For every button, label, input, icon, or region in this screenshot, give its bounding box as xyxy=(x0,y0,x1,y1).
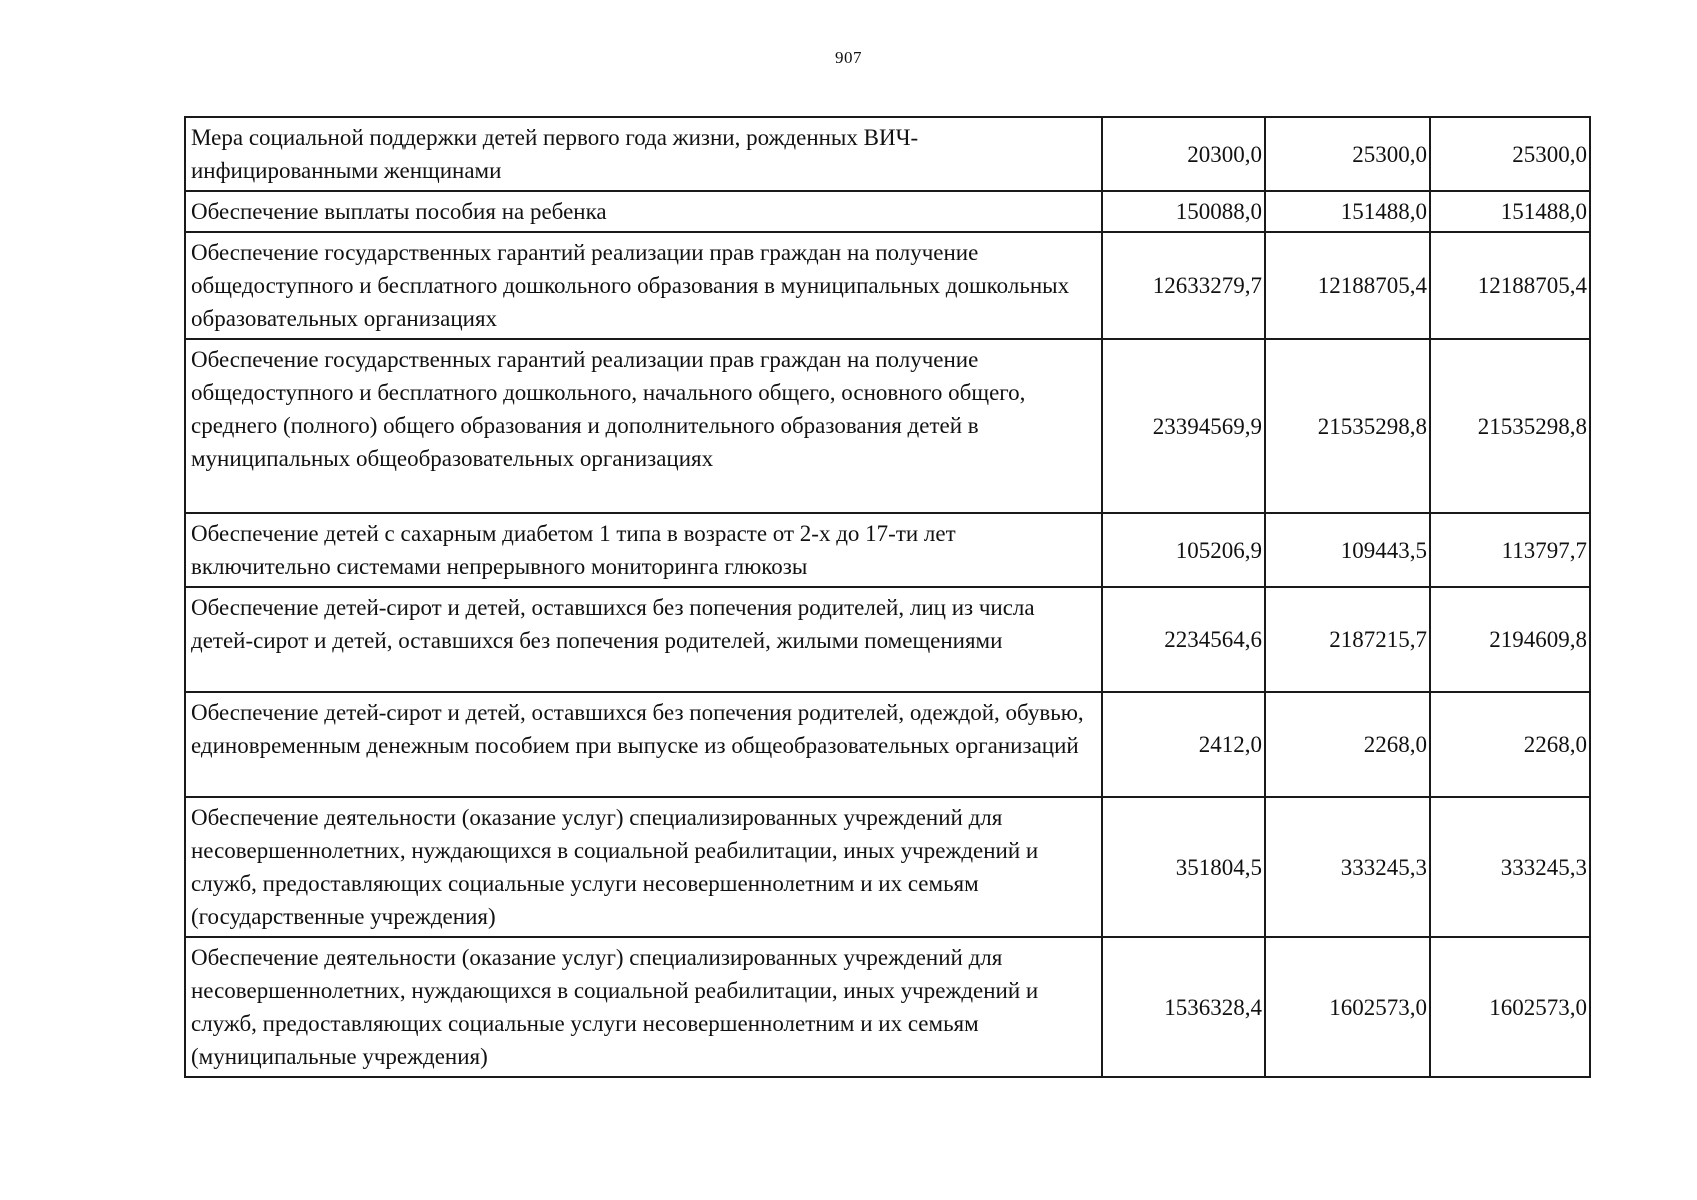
row-description: Обеспечение деятельности (оказание услуг) специализированных учреждений для несовершеннолетних, нуждающихся в социальной реабилитации, иных учреждений и служб, предоставляющих социальные услуги несовершеннолетним и их семьям (государственные учреждения) xyxy=(185,797,1102,937)
page-number: 907 xyxy=(835,48,862,67)
row-description: Обеспечение детей с сахарным диабетом 1 типа в возрасте от 2-х до 17-ти лет включительно системами непрерывного мониторинга глюкозы xyxy=(185,513,1102,587)
row-value-2: 1602573,0 xyxy=(1265,937,1430,1077)
row-value-3: 151488,0 xyxy=(1430,191,1590,232)
row-value-3: 25300,0 xyxy=(1430,117,1590,191)
table-row xyxy=(185,692,1590,797)
row-description: Обеспечение государственных гарантий реализации прав граждан на получение общедоступного и бесплатного дошкольного, начального общего, основного общего, среднего (полного) общего образования и дополнительного образования детей в муниципальных общеобразовательных организациях xyxy=(185,339,1102,513)
row-description: Обеспечение детей-сирот и детей, оставшихся без попечения родителей, одеждой, обувью, единовременным денежным пособием при выпуске из общеобразовательных организаций xyxy=(185,692,1102,797)
table-row xyxy=(185,339,1590,513)
row-value-1: 105206,9 xyxy=(1102,513,1265,587)
row-value-3: 1602573,0 xyxy=(1430,937,1590,1077)
row-value-1: 2234564,6 xyxy=(1102,587,1265,692)
row-value-3: 2194609,8 xyxy=(1430,587,1590,692)
row-value-1: 2412,0 xyxy=(1102,692,1265,797)
row-value-3: 333245,3 xyxy=(1430,797,1590,937)
row-description: Обеспечение выплаты пособия на ребенка xyxy=(185,191,1102,232)
row-value-3: 21535298,8 xyxy=(1430,339,1590,513)
budget-table xyxy=(184,116,1591,1078)
row-value-2: 109443,5 xyxy=(1265,513,1430,587)
row-value-2: 151488,0 xyxy=(1265,191,1430,232)
row-value-1: 1536328,4 xyxy=(1102,937,1265,1077)
row-value-1: 12633279,7 xyxy=(1102,232,1265,339)
row-value-3: 2268,0 xyxy=(1430,692,1590,797)
row-description: Обеспечение детей-сирот и детей, оставшихся без попечения родителей, лиц из числа детей-сирот и детей, оставшихся без попечения родителей, жилыми помещениями xyxy=(185,587,1102,692)
row-value-1: 23394569,9 xyxy=(1102,339,1265,513)
row-value-3: 12188705,4 xyxy=(1430,232,1590,339)
table-row xyxy=(185,191,1590,232)
row-value-1: 351804,5 xyxy=(1102,797,1265,937)
row-value-1: 150088,0 xyxy=(1102,191,1265,232)
row-description: Обеспечение деятельности (оказание услуг) специализированных учреждений для несовершеннолетних, нуждающихся в социальной реабилитации, иных учреждений и служб, предоставляющих социальные услуги несовершеннолетним и их семьям (муниципальные учреждения) xyxy=(185,937,1102,1077)
row-value-2: 2187215,7 xyxy=(1265,587,1430,692)
table-row xyxy=(185,797,1590,937)
table-row xyxy=(185,513,1590,587)
table-row xyxy=(185,232,1590,339)
row-value-2: 12188705,4 xyxy=(1265,232,1430,339)
row-value-3: 113797,7 xyxy=(1430,513,1590,587)
row-value-2: 2268,0 xyxy=(1265,692,1430,797)
row-description: Мера социальной поддержки детей первого года жизни, рожденных ВИЧ-инфицированными женщинами xyxy=(185,117,1102,191)
table-row xyxy=(185,117,1590,191)
row-value-2: 25300,0 xyxy=(1265,117,1430,191)
table-row xyxy=(185,587,1590,692)
row-value-2: 333245,3 xyxy=(1265,797,1430,937)
row-value-2: 21535298,8 xyxy=(1265,339,1430,513)
row-value-1: 20300,0 xyxy=(1102,117,1265,191)
table-row xyxy=(185,937,1590,1077)
row-description: Обеспечение государственных гарантий реализации прав граждан на получение общедоступного и бесплатного дошкольного образования в муниципальных дошкольных образовательных организациях xyxy=(185,232,1102,339)
